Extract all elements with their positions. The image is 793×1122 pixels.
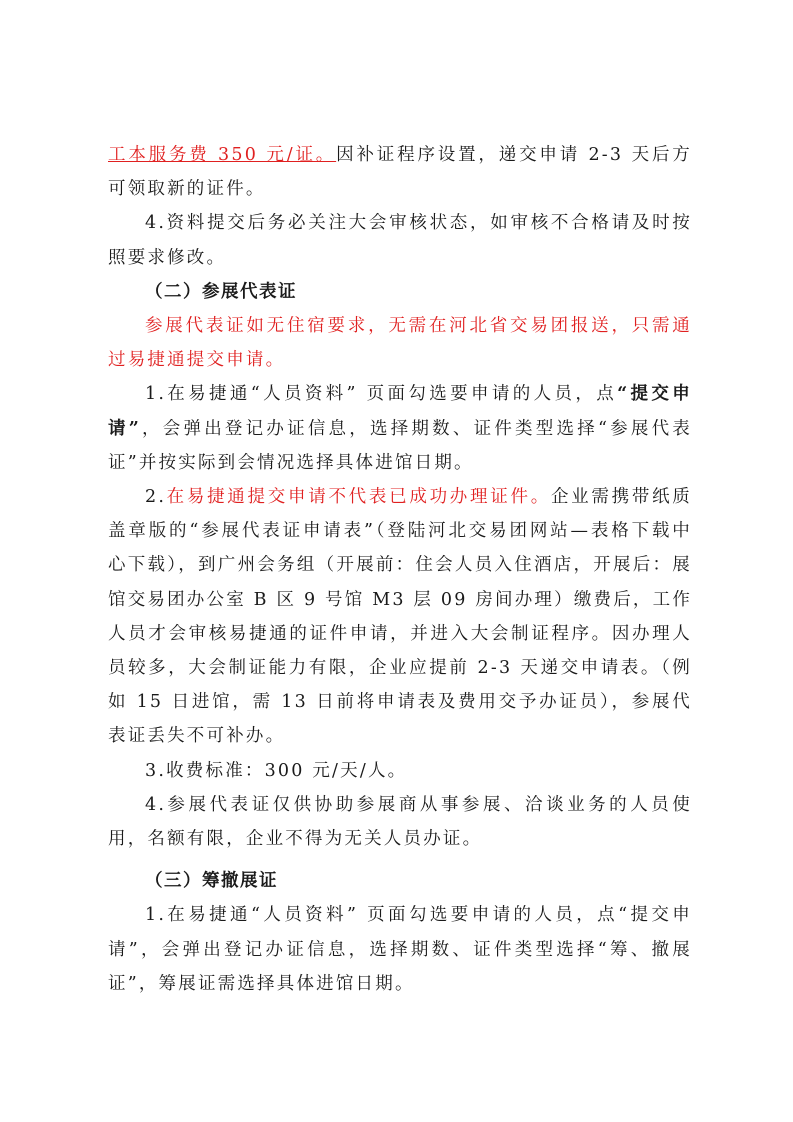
item2-prefix: 2. (145, 487, 167, 508)
item2-suffix: 企业需携带纸质盖章版的“参展代表证申请表”（登陆河北交易团网站—表格下载中心下载），到广州会务组（开展前：住会人员入住酒店，开展后：展馆交易团办公室 B 区 9 号馆 M3 层 09 房间办理）缴费后，工作人员才会审核易捷通的证件申请，并进入大会制证程序。因办理人员较多，大会制证能力有限，企业应提前 2-3 天递交申请表。（例如 15 日进馆，需 13 日前将申请表及费用交予办证员），参展代表证丢失不可补办。 (108, 487, 693, 747)
item1-suffix: ，会弹出登记办证信息，选择期数、证件类型选择“参展代表证”并按实际到会情况选择具体进馆日期。 (108, 418, 692, 473)
section-heading-setup-teardown: （三）筹撤展证 (145, 871, 278, 892)
section-heading-exhibitor-rep: （二）参展代表证 (145, 281, 297, 302)
fee-highlight: 工本服务费 350 元/证。 (108, 145, 337, 165)
document-page (108, 138, 692, 1001)
section2-item2 (108, 480, 692, 754)
section2-item4-usage: 4.参展代表证仅供协助参展商从事参展、洽谈业务的人员使用，名额有限，企业不得为无关人员办证。 (108, 794, 692, 850)
section2-item3-fee: 3.收费标准：300 元/天/人。 (145, 760, 408, 781)
note-no-accommodation: 参展代表证如无住宿要求，无需在河北省交易团报送，只需通过易捷通提交申请。 (108, 316, 692, 371)
section3-item1: 1.在易捷通“人员资料” 页面勾选要申请的人员，点“提交申请”，会弹出登记办证信息，选择期数、证件类型选择“筹、撤展证”，筹展证需选择具体进馆日期。 (108, 905, 692, 994)
section2-item1 (108, 377, 692, 480)
submit-application-bold: “提交申请” (108, 384, 692, 439)
item2-warning: 在易捷通提交申请不代表已成功办理证件。 (166, 487, 551, 508)
fee-rest: 因补证程序设置，递交申请 2-3 天后方可领取新的证件。 (108, 145, 692, 200)
item1-prefix: 1.在易捷通“人员资料” 页面勾选要申请的人员，点 (145, 384, 618, 405)
paragraph-fee (108, 138, 692, 206)
paragraph-item4-review: 4.资料提交后务必关注大会审核状态，如审核不合格请及时按照要求修改。 (108, 213, 692, 268)
